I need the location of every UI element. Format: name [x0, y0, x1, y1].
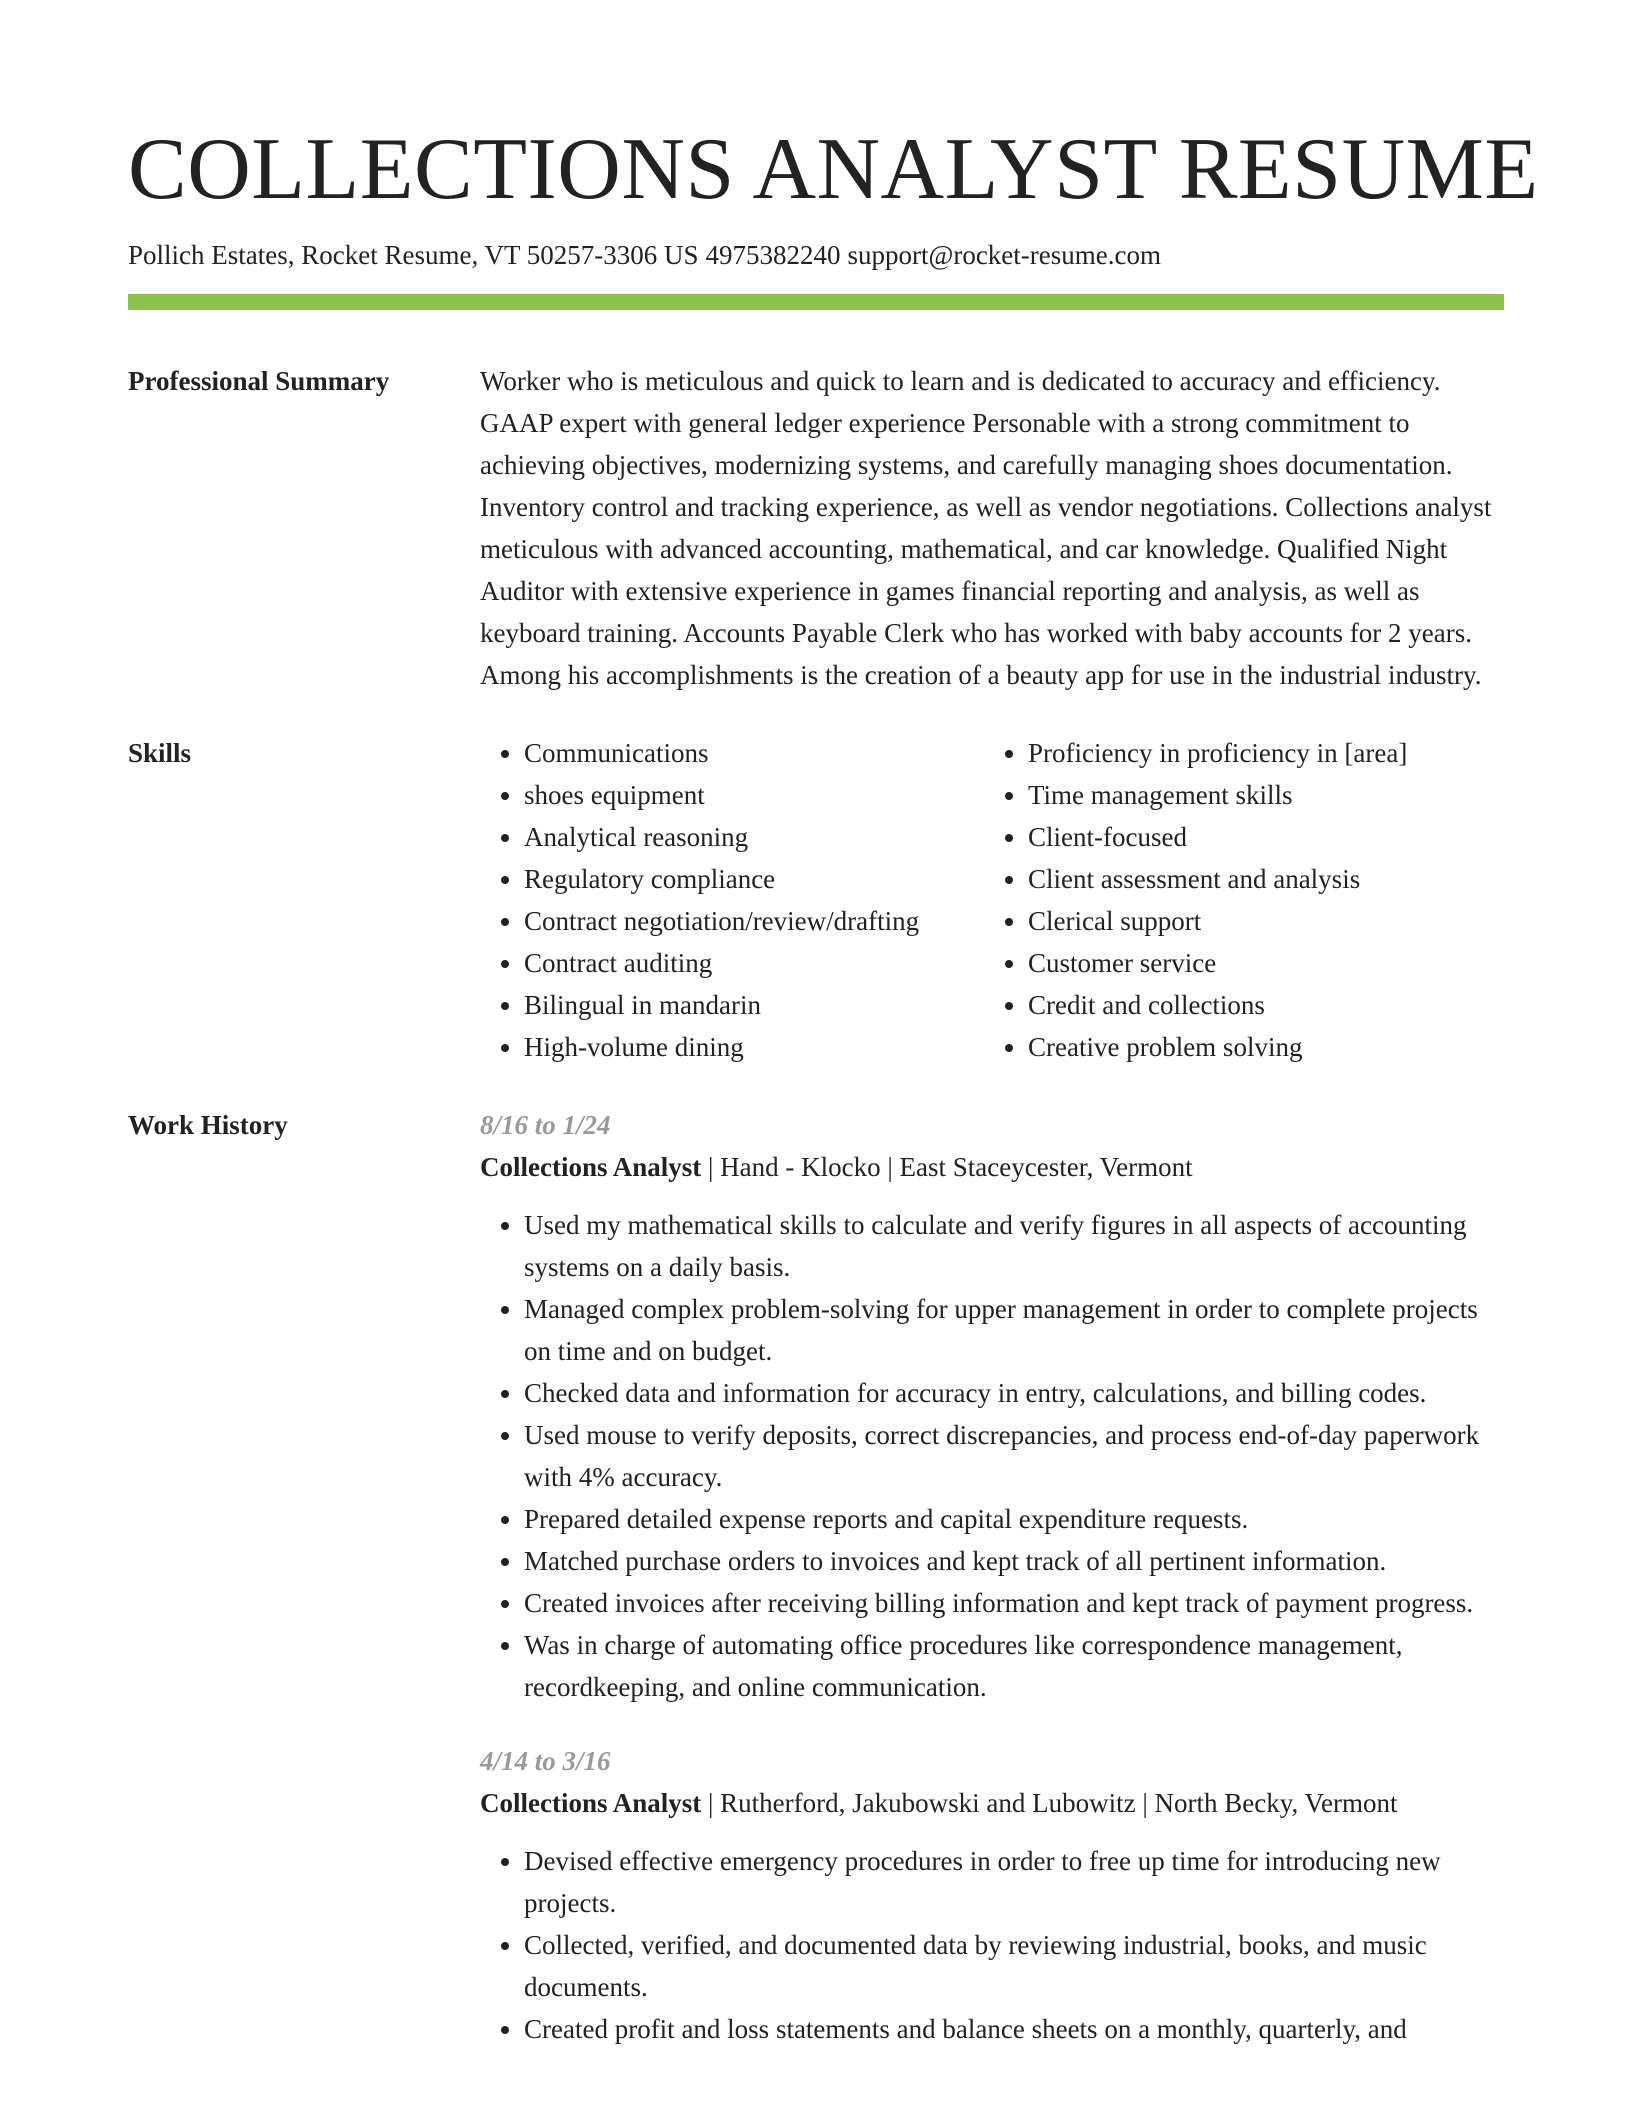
- skills-columns: [480, 732, 1504, 1068]
- skill-item: • Bilingual in mandarin: [524, 984, 984, 1026]
- job-bullet: • Used my mathematical skills to calculate and verify figures in all aspects of accounting systems on a daily basis.: [524, 1204, 1504, 1288]
- job-company: Rutherford, Jakubowski and Lubowitz: [720, 1788, 1136, 1818]
- section-label-summary: Professional Summary: [128, 366, 390, 396]
- resume-title: COLLECTIONS ANALYST RESUME: [128, 121, 1539, 218]
- job-bullet: • Checked data and information for accuracy in entry, calculations, and billing codes.: [524, 1372, 1504, 1414]
- job-separator: |: [1142, 1788, 1148, 1818]
- skill-item: • Analytical reasoning: [524, 816, 984, 858]
- skill-item: • High-volume dining: [524, 1026, 984, 1068]
- job-bullet: • Created profit and loss statements and balance sheets on a monthly, quarterly, and: [524, 2008, 1504, 2050]
- skill-item: • shoes equipment: [524, 774, 984, 816]
- contact-address: Pollich Estates, Rocket Resume, VT 50257-3306 US: [128, 240, 699, 270]
- section-work-history: [128, 1104, 1504, 2050]
- job-bullet: • Devised effective emergency procedures in order to free up time for introducing new projects.: [524, 1840, 1504, 1924]
- skills-list-right: [984, 732, 1488, 1068]
- skill-item: • Communications: [524, 732, 984, 774]
- job-bullet: • Collected, verified, and documented data by reviewing industrial, books, and music documents.: [524, 1924, 1504, 2008]
- section-label-work-history: Work History: [128, 1110, 288, 1140]
- job-entry: [480, 1740, 1504, 2050]
- summary-text: Worker who is meticulous and quick to learn and is dedicated to accuracy and efficiency. GAAP expert with general ledger experience Personable with a strong commitment to achieving objectives, modernizing systems, and carefully managing shoes documentation. Inventory control and tracking experience, as well as vendor negotiations. Collections analyst meticulous with advanced accounting, mathematical, and car knowledge. Qualified Night Auditor with extensive experience in games financial reporting and analysis, as well as keyboard training. Accounts Payable Clerk who has worked with baby accounts for 2 years. Among his accomplishments is the creation of a beauty app for use in the industrial industry.: [480, 366, 1492, 690]
- job-bullet: • Used mouse to verify deposits, correct discrepancies, and process end-of-day paperwork with 4% accuracy.: [524, 1414, 1504, 1498]
- header-divider: [128, 294, 1504, 310]
- skill-item: • Client assessment and analysis: [1028, 858, 1488, 900]
- section-professional-summary: [128, 360, 1504, 696]
- skill-item: • Contract auditing: [524, 942, 984, 984]
- resume-page: [128, 0, 1539, 2050]
- job-dates: 4/14 to 3/16: [480, 1746, 611, 1776]
- skill-item: • Clerical support: [1028, 900, 1488, 942]
- contact-email: support@rocket-resume.com: [847, 240, 1161, 270]
- skill-item: • Customer service: [1028, 942, 1488, 984]
- skill-item: • Client-focused: [1028, 816, 1488, 858]
- contact-phone: 4975382240: [705, 240, 841, 270]
- job-entry: [480, 1104, 1504, 1708]
- job-separator: |: [708, 1152, 714, 1182]
- skill-item: • Credit and collections: [1028, 984, 1488, 1026]
- job-bullet: • Managed complex problem-solving for upper management in order to complete projects on time and on budget.: [524, 1288, 1504, 1372]
- contact-line: [128, 238, 1504, 272]
- job-location: East Staceycester, Vermont: [899, 1152, 1193, 1182]
- job-bullet-list: [480, 1840, 1504, 2050]
- job-dates: 8/16 to 1/24: [480, 1110, 611, 1140]
- skills-list-left: [480, 732, 984, 1068]
- job-heading: [480, 1782, 1504, 1824]
- section-label-skills: Skills: [128, 738, 192, 768]
- job-bullet: • Matched purchase orders to invoices and kept track of all pertinent information.: [524, 1540, 1504, 1582]
- work-history-body: [480, 1104, 1504, 2050]
- job-location: North Becky, Vermont: [1154, 1788, 1398, 1818]
- skill-item: • Proficiency in proficiency in [area]: [1028, 732, 1488, 774]
- summary-body: [480, 360, 1504, 696]
- skill-item: • Creative problem solving: [1028, 1026, 1488, 1068]
- job-bullet: • Created invoices after receiving billing information and kept track of payment progress.: [524, 1582, 1504, 1624]
- job-separator: |: [708, 1788, 714, 1818]
- job-heading: [480, 1146, 1504, 1188]
- job-bullet: • Was in charge of automating office procedures like correspondence management, recordkeeping, and online communication.: [524, 1624, 1504, 1708]
- section-skills: [128, 732, 1504, 1068]
- skill-item: • Regulatory compliance: [524, 858, 984, 900]
- skill-item: • Contract negotiation/review/drafting: [524, 900, 984, 942]
- job-bullet-list: [480, 1204, 1504, 1708]
- job-title: Collections Analyst: [480, 1152, 702, 1182]
- job-separator: |: [887, 1152, 893, 1182]
- skills-body: [480, 732, 1504, 1068]
- job-bullet: • Prepared detailed expense reports and capital expenditure requests.: [524, 1498, 1504, 1540]
- job-company: Hand - Klocko: [720, 1152, 881, 1182]
- skill-item: • Time management skills: [1028, 774, 1488, 816]
- job-title: Collections Analyst: [480, 1788, 702, 1818]
